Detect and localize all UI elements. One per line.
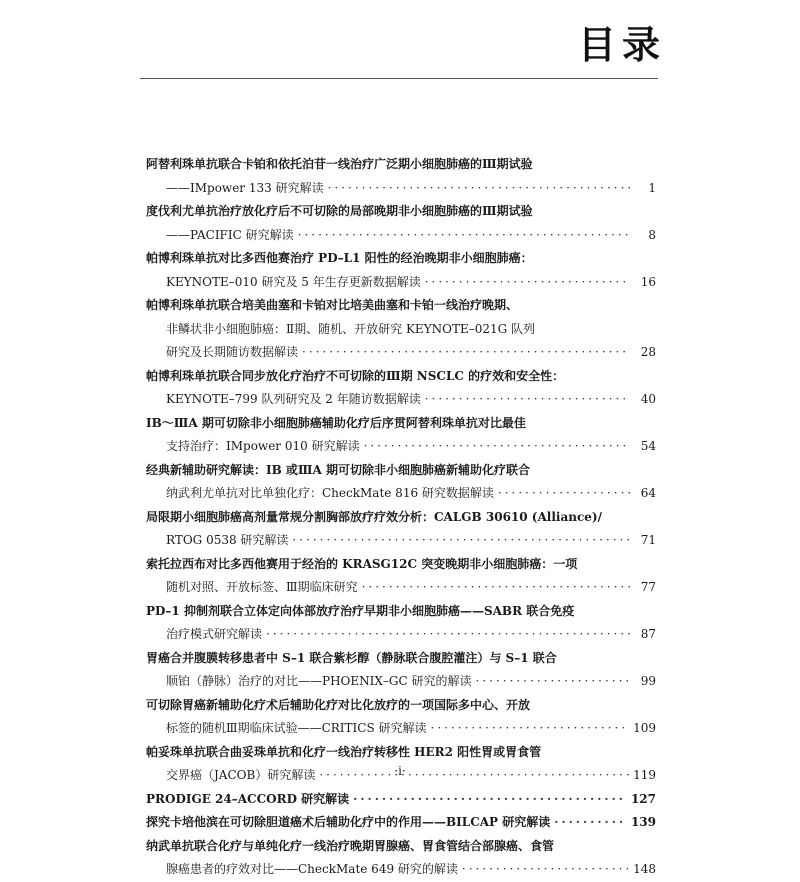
toc-entry-text: 局限期小细胞肺癌高剂量常规分割胸部放疗疗效分析：CALGB 30610 (Alliance)/: [146, 509, 602, 524]
toc-entry-text: ——PACIFIC 研究解读: [166, 227, 294, 242]
toc-entry-last-line: [146, 858, 656, 882]
toc-entry-text: KEYNOTE–799 队列研究及 2 年随访数据解读: [166, 392, 421, 406]
toc-leader-dots: [431, 717, 630, 741]
toc-leader-dots: [425, 271, 630, 295]
toc-entry-text: 帕妥珠单抗联合曲妥珠单抗和化疗一线治疗转移性 HER2 阳性胃或胃食管: [146, 744, 542, 759]
toc-entry[interactable]: [146, 553, 656, 600]
toc-entry-line: [146, 365, 656, 389]
toc-entry-last-line: [146, 388, 656, 412]
page-title: 目录: [578, 22, 667, 67]
toc-leader-dots: [498, 482, 630, 506]
toc-page-number: 148: [633, 862, 656, 876]
toc-entry-text: 支持治疗：IMpower 010 研究解读: [166, 439, 360, 453]
toc-entry-text: 纳武单抗联合化疗与单纯化疗一线治疗晚期胃腺癌、胃食管结合部腺癌、食管: [146, 838, 555, 853]
toc-entry-line: [146, 835, 656, 859]
toc-entry-text: 索托拉西布对比多西他赛用于经治的 KRASG12C 突变晚期非小细胞肺癌：一项: [146, 556, 578, 571]
toc-entry[interactable]: [146, 506, 656, 553]
toc-entry-last-line: [146, 271, 656, 295]
toc-page-number: 127: [630, 791, 656, 806]
toc-page-number: 64: [640, 486, 656, 500]
toc-page-number: 1: [648, 180, 656, 195]
toc-entry-text: 经典新辅助研究解读：ⅠB 或ⅢA 期可切除非小细胞肺癌新辅助化疗联合: [146, 462, 531, 477]
toc-entry-last-line: [146, 811, 656, 835]
toc-entry[interactable]: [146, 811, 656, 835]
toc-entry-text: 胃癌合并腹膜转移患者中 S–1 联合紫杉醇（静脉联合腹腔灌注）与 S–1 联合: [146, 650, 557, 665]
toc-entry-last-line: [146, 623, 656, 647]
toc-entry[interactable]: [146, 153, 656, 200]
toc-leader-dots: [298, 224, 630, 248]
toc-entry-last-line: [146, 670, 656, 694]
toc-entry[interactable]: [146, 200, 656, 247]
toc-entry-last-line: [146, 788, 656, 812]
toc-entry[interactable]: [146, 694, 656, 741]
toc-entry-text: PRODIGE 24–ACCORD 研究解读: [146, 791, 350, 806]
toc-entry-text: 帕博利珠单抗联合同步放化疗治疗不可切除的Ⅲ期 NSCLC 的疗效和安全性：: [146, 368, 565, 383]
toc-entry-line: [146, 459, 656, 483]
toc-entry-text: 帕博利珠单抗对比多西他赛治疗 PD–L1 阳性的经治晚期非小细胞肺癌：: [146, 251, 533, 265]
toc-entry[interactable]: [146, 788, 656, 812]
toc-entry-text: KEYNOTE–010 研究及 5 年生存更新数据解读: [166, 274, 421, 289]
toc-page-number: 119: [633, 768, 656, 782]
toc-leader-dots: [364, 435, 630, 459]
toc-entry-line: [146, 294, 656, 318]
toc-leader-dots: [476, 670, 630, 694]
toc-entry-last-line: [146, 529, 656, 553]
toc-entry[interactable]: [146, 294, 656, 365]
toc-entry-text: 顺铂（静脉）治疗的对比——PHOENIX–GC 研究的解读: [166, 674, 472, 688]
toc-entry-line: [146, 647, 656, 671]
toc-entry[interactable]: [146, 647, 656, 694]
toc-entry[interactable]: [146, 412, 656, 459]
toc-page-number: 71: [640, 533, 656, 547]
toc-entry-text: ——IMpower 133 研究解读: [166, 180, 324, 195]
toc-entry-line: [146, 553, 656, 577]
toc-entry-text: 交界癌（JACOB）研究解读: [166, 768, 316, 782]
toc-page-number: 139: [630, 815, 656, 829]
toc-entry-text: 标签的随机Ⅲ期临床试验——CRITICS 研究解读: [166, 721, 427, 735]
toc-entry[interactable]: [146, 600, 656, 647]
toc-page-number: 99: [640, 674, 656, 688]
toc-page-number: 109: [633, 721, 656, 735]
toc-entry[interactable]: [146, 365, 656, 412]
toc-page-number: 28: [640, 345, 656, 359]
toc-entry-text: ⅠB～ⅢA 期可切除非小细胞肺癌辅助化疗后序贯阿替利珠单抗对比最佳: [146, 415, 526, 430]
title-rule: [140, 78, 658, 79]
toc-entry[interactable]: [146, 459, 656, 506]
toc-leader-dots: [302, 341, 630, 365]
toc-entry-text: 随机对照、开放标签、Ⅲ期临床研究: [166, 580, 358, 594]
toc-entry-text: PD–1 抑制剂联合立体定向体部放疗治疗早期非小细胞肺癌——SABR 联合免疫: [146, 603, 575, 618]
toc-entry[interactable]: [146, 835, 656, 882]
toc-page-number: 16: [640, 274, 656, 289]
toc-entry-text: 帕博利珠单抗联合培美曲塞和卡铂对比培美曲塞和卡铂一线治疗晚期、: [146, 298, 519, 312]
toc-leader-dots: [292, 529, 630, 553]
toc-entry-line: [146, 506, 656, 530]
toc-entry-line: [146, 318, 656, 342]
toc-entry-line: [146, 600, 656, 624]
toc-entry-text: 可切除胃癌新辅助化疗术后辅助化疗对比化放疗的一项国际多中心、开放: [146, 697, 531, 712]
toc-leader-dots: [462, 858, 629, 882]
toc-entry-text: 探究卡培他滨在可切除胆道癌术后辅助化疗中的作用——BILCAP 研究解读: [146, 815, 551, 829]
toc-entry-text: RTOG 0538 研究解读: [166, 533, 289, 547]
toc-entry-last-line: [146, 341, 656, 365]
toc-entry-line: [146, 741, 656, 765]
toc-entry[interactable]: [146, 247, 656, 294]
toc-leader-dots: [362, 576, 630, 600]
toc-entry-last-line: [146, 576, 656, 600]
toc-entry-line: [146, 153, 656, 177]
toc-page-number: 77: [640, 580, 656, 594]
toc-entry-last-line: [146, 717, 656, 741]
toc-entry-line: [146, 412, 656, 436]
toc-entry-text: 阿替利珠单抗联合卡铂和依托泊苷一线治疗广泛期小细胞肺癌的Ⅲ期试验: [146, 157, 533, 171]
toc-page-number: 40: [640, 392, 656, 406]
toc-leader-dots: [328, 177, 630, 201]
toc-entry-last-line: [146, 224, 656, 248]
toc-entry-last-line: [146, 435, 656, 459]
page-number-footer: ·i·: [394, 764, 406, 778]
toc-entry-text: 研究及长期随访数据解读: [166, 345, 299, 359]
toc-entry-last-line: [146, 177, 656, 201]
toc-entry-line: [146, 247, 656, 271]
toc-entry-line: [146, 694, 656, 718]
toc-leader-dots: [425, 388, 630, 412]
toc-leader-dots: [353, 788, 627, 812]
toc-leader-dots: [554, 811, 627, 835]
toc-page-number: 8: [648, 227, 656, 242]
toc-entry-text: 腺癌患者的疗效对比——CheckMate 649 研究的解读: [166, 862, 458, 876]
toc-page-number: 87: [640, 627, 656, 641]
toc-page-number: 54: [640, 439, 656, 453]
toc-entry-last-line: [146, 482, 656, 506]
toc-entry-line: [146, 200, 656, 224]
toc-entry-text: 度伐利尤单抗治疗放化疗后不可切除的局部晚期非小细胞肺癌的Ⅲ期试验: [146, 204, 533, 218]
toc-leader-dots: [266, 623, 630, 647]
toc-entry-text: 纳武利尤单抗对比单独化疗：CheckMate 816 研究数据解读: [166, 486, 494, 500]
toc-entry-text: 非鳞状非小细胞肺癌：Ⅱ期、随机、开放研究 KEYNOTE–021G 队列: [166, 321, 536, 336]
toc-entry-text: 治疗模式研究解读: [166, 627, 263, 641]
